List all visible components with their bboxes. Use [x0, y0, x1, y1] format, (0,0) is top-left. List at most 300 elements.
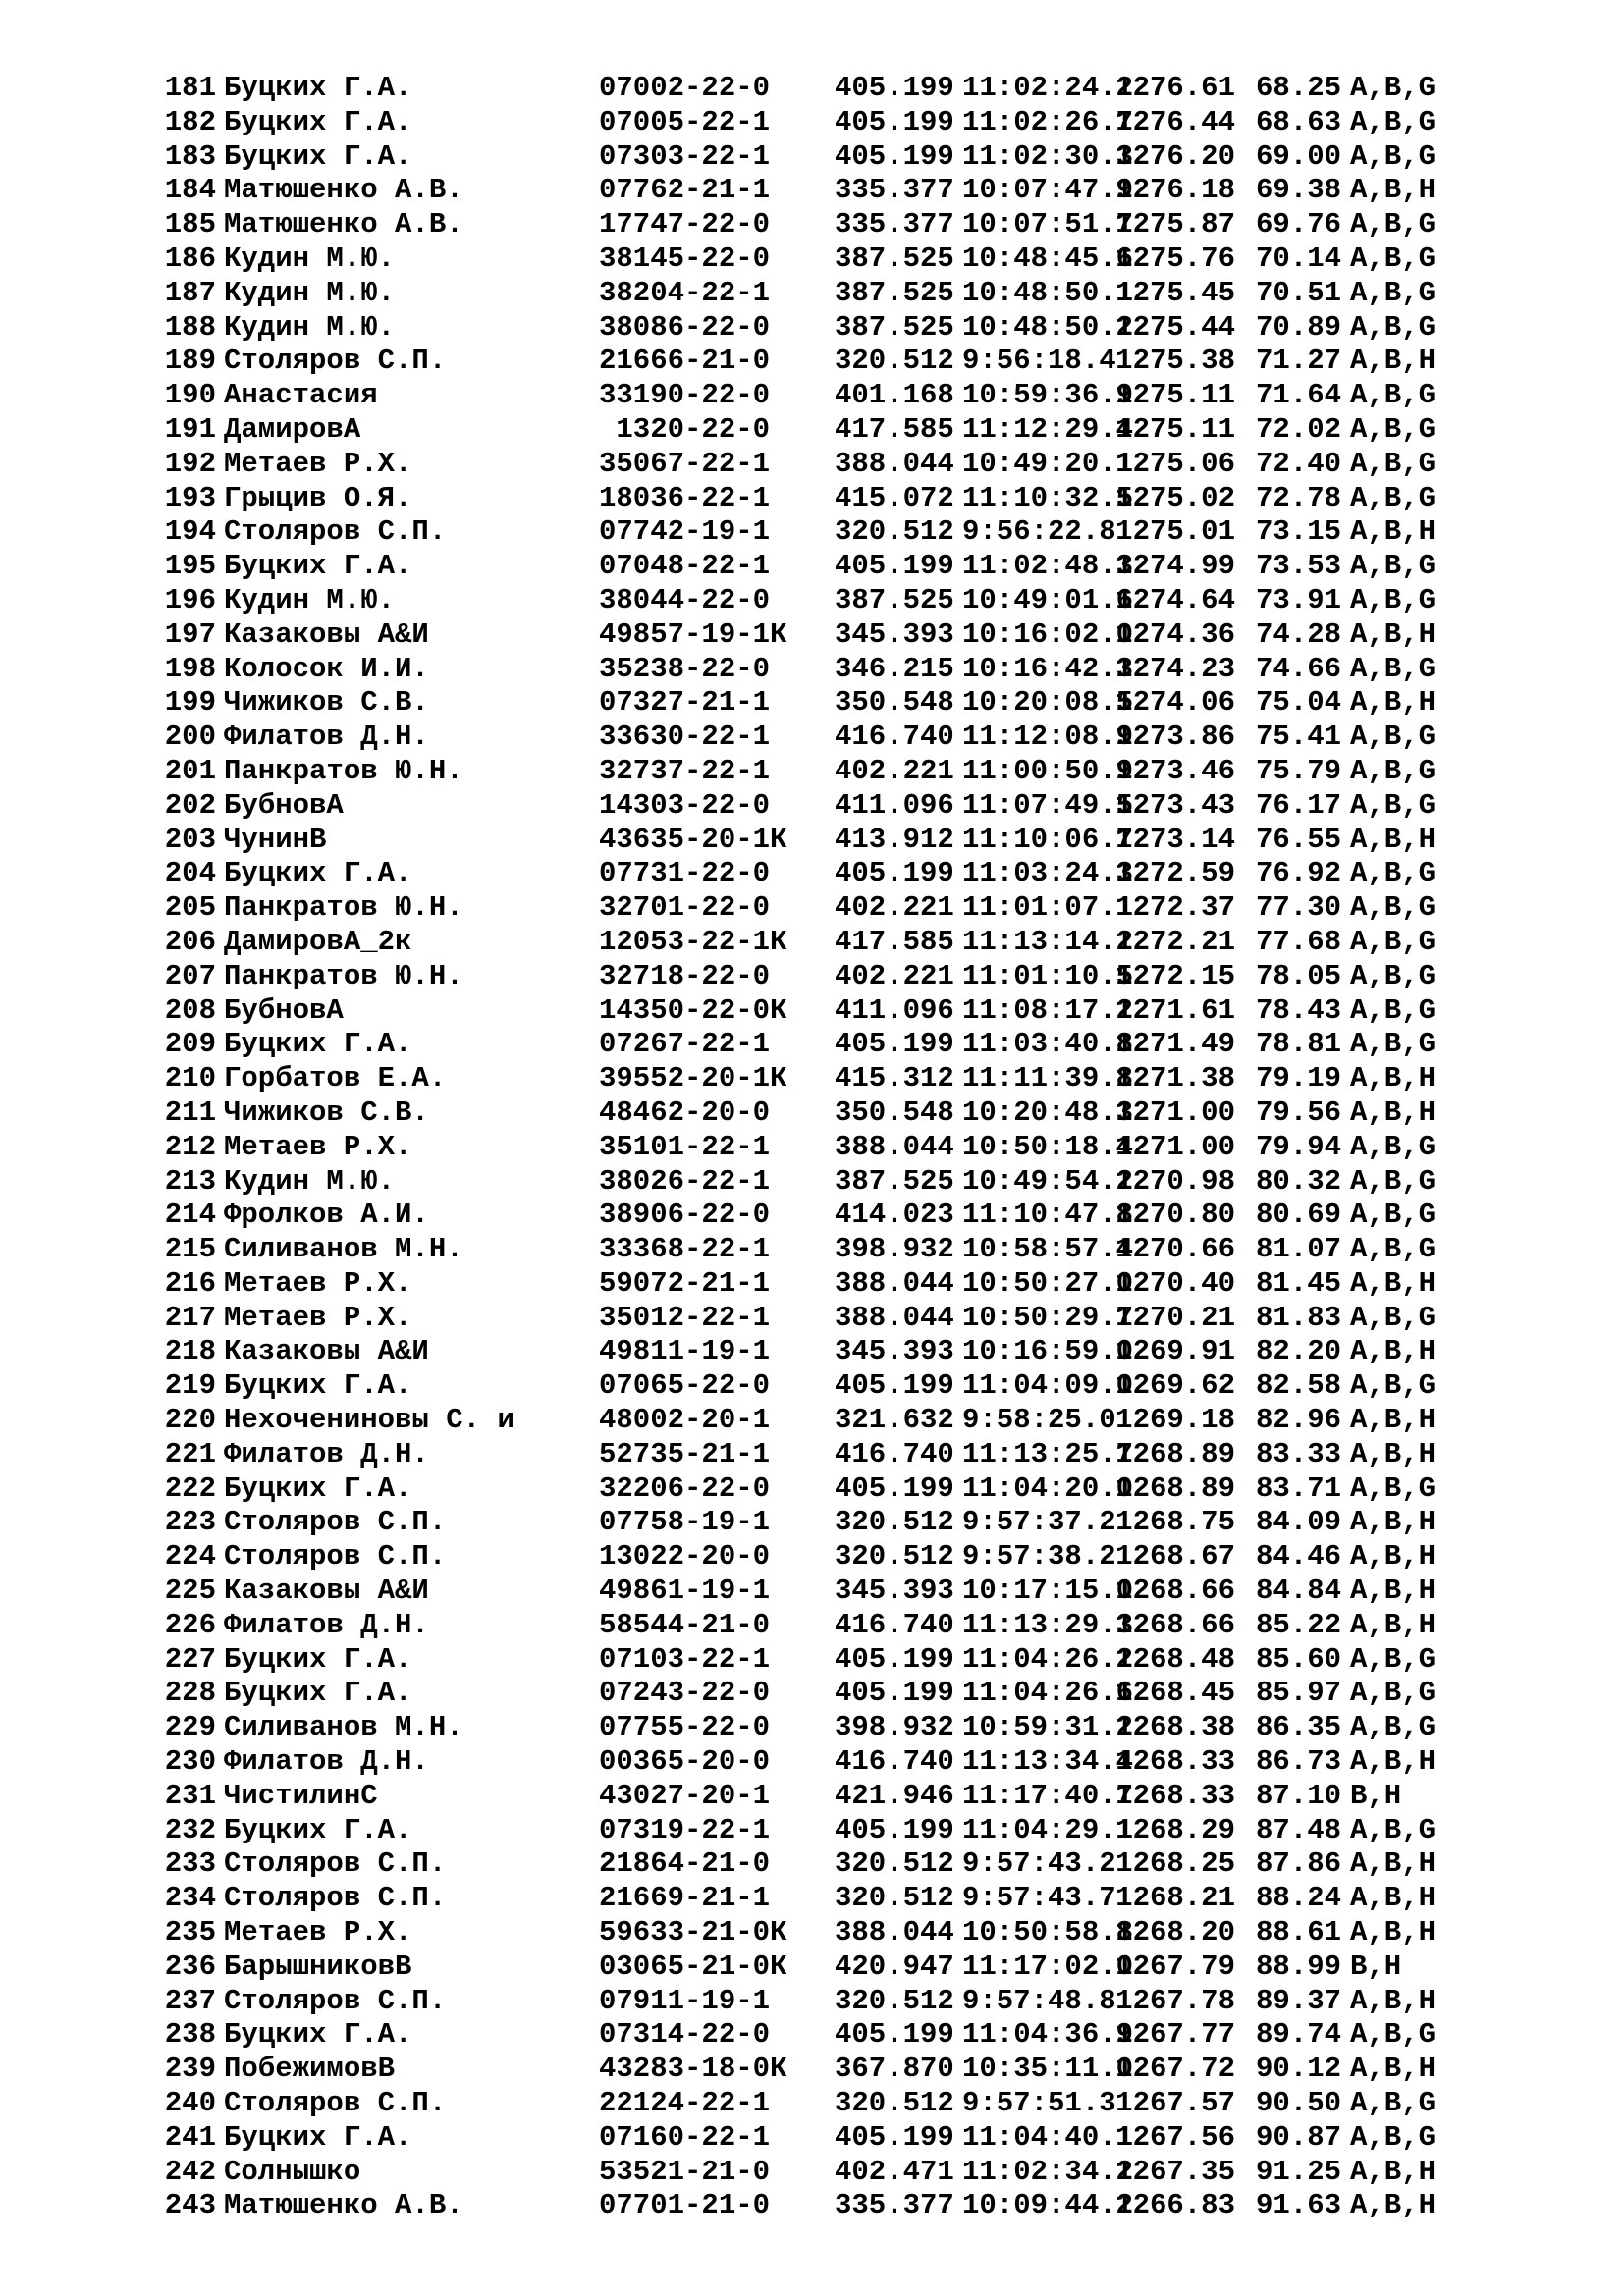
- category-flags: B,H: [1350, 1779, 1402, 1812]
- table-row: [145, 1609, 1538, 1643]
- speed: 1274.23: [1115, 652, 1235, 685]
- owner-name: Буцких Г.А.: [224, 1471, 412, 1505]
- distance: 388.044: [835, 1266, 954, 1300]
- coefficient: 80.32: [1255, 1164, 1341, 1198]
- coefficient: 89.74: [1255, 2018, 1341, 2052]
- place-number: 187: [164, 276, 216, 309]
- distance: 387.525: [835, 310, 954, 344]
- ring-number: 14350-22-0К: [599, 993, 787, 1027]
- place-number: 186: [164, 241, 216, 275]
- place-number: 200: [164, 721, 216, 754]
- category-flags: A,B,H: [1350, 1575, 1436, 1608]
- owner-name: Казаковы А&И: [224, 1575, 429, 1608]
- table-row: [145, 515, 1538, 550]
- distance: 346.215: [835, 652, 954, 685]
- table-row: [145, 1506, 1538, 1540]
- place-number: 234: [164, 1882, 216, 1915]
- distance: 321.632: [835, 1404, 954, 1437]
- place-number: 198: [164, 652, 216, 685]
- owner-name: Солнышко: [224, 2155, 361, 2188]
- coefficient: 79.94: [1255, 1130, 1341, 1163]
- speed: 1267.78: [1115, 1984, 1235, 2017]
- ring-number: 35238-22-0: [599, 652, 771, 685]
- ring-number: 07762-21-1: [599, 174, 771, 207]
- coefficient: 77.68: [1255, 925, 1341, 958]
- owner-name: Буцких Г.А.: [224, 2018, 412, 2052]
- place-number: 225: [164, 1575, 216, 1608]
- table-row: [145, 2156, 1538, 2190]
- distance: 415.312: [835, 1062, 954, 1095]
- speed: 1271.38: [1115, 1062, 1235, 1095]
- owner-name: Чижиков С.В.: [224, 1095, 429, 1129]
- arrival-time: 10:59:36.9: [962, 379, 1134, 412]
- place-number: 202: [164, 788, 216, 822]
- distance: 401.168: [835, 379, 954, 412]
- owner-name: Чижиков С.В.: [224, 686, 429, 720]
- category-flags: A,B,G: [1350, 993, 1436, 1027]
- place-number: 191: [164, 412, 216, 446]
- speed: 1268.66: [1115, 1608, 1235, 1641]
- speed: 1275.11: [1115, 379, 1235, 412]
- coefficient: 74.66: [1255, 652, 1341, 685]
- ring-number: 21666-21-0: [599, 345, 771, 378]
- table-row: [145, 1847, 1538, 1882]
- speed: 1268.33: [1115, 1779, 1235, 1812]
- distance: 417.585: [835, 925, 954, 958]
- speed: 1273.46: [1115, 754, 1235, 787]
- speed: 1268.45: [1115, 1677, 1235, 1710]
- coefficient: 78.81: [1255, 1028, 1341, 1061]
- speed: 1268.89: [1115, 1471, 1235, 1505]
- category-flags: A,B,G: [1350, 1813, 1436, 1846]
- speed: 1275.45: [1115, 276, 1235, 309]
- table-row: [145, 1745, 1538, 1780]
- category-flags: B,H: [1350, 1949, 1402, 1983]
- distance: 345.393: [835, 617, 954, 651]
- owner-name: Кудин М.Ю.: [224, 241, 396, 275]
- distance: 405.199: [835, 1028, 954, 1061]
- speed: 1268.67: [1115, 1540, 1235, 1574]
- ring-number: 33630-22-1: [599, 721, 771, 754]
- speed: 1272.37: [1115, 891, 1235, 925]
- ring-number: 07160-22-1: [599, 2120, 771, 2154]
- arrival-time: 10:20:08.5: [962, 686, 1134, 720]
- distance: 405.199: [835, 1369, 954, 1403]
- owner-name: Матюшенко А.В.: [224, 208, 463, 241]
- category-flags: A,B,G: [1350, 72, 1436, 104]
- arrival-time: 10:09:44.2: [962, 2189, 1134, 2222]
- distance: 320.512: [835, 1882, 954, 1915]
- arrival-time: 11:02:26.7: [962, 105, 1134, 138]
- table-row: [145, 686, 1538, 721]
- distance: 421.946: [835, 1779, 954, 1812]
- arrival-time: 11:17:02.0: [962, 1949, 1134, 1983]
- distance: 398.932: [835, 1711, 954, 1744]
- speed: 1268.89: [1115, 1437, 1235, 1470]
- distance: 405.199: [835, 857, 954, 890]
- arrival-time: 9:58:25.0: [962, 1404, 1116, 1437]
- place-number: 236: [164, 1949, 216, 1983]
- table-row: [145, 413, 1538, 448]
- owner-name: Филатов Д.Н.: [224, 1745, 429, 1779]
- category-flags: A,B,G: [1350, 412, 1436, 446]
- place-number: 188: [164, 310, 216, 344]
- category-flags: A,B,G: [1350, 1642, 1436, 1676]
- place-number: 185: [164, 208, 216, 241]
- speed: 1271.00: [1115, 1095, 1235, 1129]
- speed: 1272.59: [1115, 857, 1235, 890]
- owner-name: Столяров С.П.: [224, 1984, 447, 2017]
- arrival-time: 10:16:02.0: [962, 617, 1134, 651]
- ring-number: 43635-20-1К: [599, 823, 787, 856]
- distance: 402.221: [835, 959, 954, 992]
- coefficient: 73.15: [1255, 515, 1341, 549]
- arrival-time: 10:50:18.4: [962, 1130, 1134, 1163]
- ring-number: 43027-20-1: [599, 1779, 771, 1812]
- coefficient: 90.12: [1255, 2053, 1341, 2086]
- owner-name: Панкратов Ю.Н.: [224, 754, 463, 787]
- distance: 405.199: [835, 2018, 954, 2052]
- table-row: [145, 208, 1538, 242]
- place-number: 238: [164, 2018, 216, 2052]
- category-flags: A,B,G: [1350, 1028, 1436, 1061]
- ring-number: 07911-19-1: [599, 1984, 771, 2017]
- coefficient: 78.43: [1255, 993, 1341, 1027]
- place-number: 196: [164, 583, 216, 616]
- speed: 1268.33: [1115, 1745, 1235, 1779]
- owner-name: Казаковы А&И: [224, 617, 429, 651]
- category-flags: A,B,G: [1350, 379, 1436, 412]
- owner-name: Силиванов М.Н.: [224, 1711, 463, 1744]
- distance: 320.512: [835, 345, 954, 378]
- owner-name: Горбатов Е.А.: [224, 1062, 447, 1095]
- place-number: 241: [164, 2120, 216, 2154]
- owner-name: Буцких Г.А.: [224, 1677, 412, 1710]
- owner-name: БубновА: [224, 788, 344, 822]
- arrival-time: 11:13:29.3: [962, 1608, 1134, 1641]
- table-row: [145, 1233, 1538, 1267]
- arrival-time: 11:07:49.5: [962, 788, 1134, 822]
- place-number: 216: [164, 1266, 216, 1300]
- speed: 1272.15: [1115, 959, 1235, 992]
- coefficient: 69.76: [1255, 208, 1341, 241]
- speed: 1275.01: [1115, 515, 1235, 549]
- arrival-time: 11:02:48.3: [962, 550, 1134, 583]
- place-number: 181: [164, 72, 216, 104]
- category-flags: A,B,H: [1350, 1095, 1436, 1129]
- arrival-time: 11:04:26.6: [962, 1677, 1134, 1710]
- speed: 1267.77: [1115, 2018, 1235, 2052]
- table-row: [145, 1302, 1538, 1336]
- speed: 1267.72: [1115, 2053, 1235, 2086]
- owner-name: ДамировА_2к: [224, 925, 412, 958]
- ring-number: 43283-18-0К: [599, 2053, 787, 2086]
- owner-name: ПобежимовВ: [224, 2053, 396, 2086]
- ring-number: 58544-21-0: [599, 1608, 771, 1641]
- category-flags: A,B,G: [1350, 2018, 1436, 2052]
- table-row: [145, 72, 1538, 106]
- place-number: 195: [164, 550, 216, 583]
- owner-name: Матюшенко А.В.: [224, 2189, 463, 2222]
- arrival-time: 11:13:34.4: [962, 1745, 1134, 1779]
- table-row: [145, 277, 1538, 311]
- owner-name: Столяров С.П.: [224, 1882, 447, 1915]
- distance: 320.512: [835, 1847, 954, 1881]
- arrival-time: 10:48:50.1: [962, 276, 1134, 309]
- arrival-time: 11:01:07.1: [962, 891, 1134, 925]
- place-number: 189: [164, 345, 216, 378]
- place-number: 222: [164, 1471, 216, 1505]
- coefficient: 76.17: [1255, 788, 1341, 822]
- owner-name: Метаев Р.Х.: [224, 1916, 412, 1949]
- category-flags: A,B,H: [1350, 1984, 1436, 2017]
- arrival-time: 9:56:18.4: [962, 345, 1116, 378]
- coefficient: 88.61: [1255, 1916, 1341, 1949]
- distance: 387.525: [835, 1164, 954, 1198]
- arrival-time: 11:00:50.9: [962, 754, 1134, 787]
- coefficient: 72.02: [1255, 412, 1341, 446]
- speed: 1270.21: [1115, 1301, 1235, 1334]
- owner-name: Столяров С.П.: [224, 345, 447, 378]
- category-flags: A,B,G: [1350, 1711, 1436, 1744]
- arrival-time: 11:03:40.8: [962, 1028, 1134, 1061]
- owner-name: Буцких Г.А.: [224, 72, 412, 104]
- distance: 416.740: [835, 1437, 954, 1470]
- arrival-time: 11:11:39.8: [962, 1062, 1134, 1095]
- speed: 1266.83: [1115, 2189, 1235, 2222]
- speed: 1267.57: [1115, 2087, 1235, 2120]
- distance: 320.512: [835, 515, 954, 549]
- ring-number: 07701-21-0: [599, 2189, 771, 2222]
- place-number: 214: [164, 1199, 216, 1232]
- distance: 320.512: [835, 1984, 954, 2017]
- place-number: 228: [164, 1677, 216, 1710]
- arrival-time: 10:20:48.3: [962, 1095, 1134, 1129]
- coefficient: 87.86: [1255, 1847, 1341, 1881]
- ring-number: 32701-22-0: [599, 891, 771, 925]
- place-number: 194: [164, 515, 216, 549]
- coefficient: 72.40: [1255, 447, 1341, 480]
- ring-number: 49811-19-1: [599, 1335, 771, 1368]
- distance: 388.044: [835, 447, 954, 480]
- owner-name: Буцких Г.А.: [224, 1369, 412, 1403]
- place-number: 223: [164, 1506, 216, 1539]
- coefficient: 84.09: [1255, 1506, 1341, 1539]
- coefficient: 87.48: [1255, 1813, 1341, 1846]
- owner-name: Столяров С.П.: [224, 2087, 447, 2120]
- speed: 1269.18: [1115, 1404, 1235, 1437]
- coefficient: 75.41: [1255, 721, 1341, 754]
- ring-number: 07758-19-1: [599, 1506, 771, 1539]
- place-number: 197: [164, 617, 216, 651]
- table-row: [145, 1780, 1538, 1814]
- speed: 1267.56: [1115, 2120, 1235, 2154]
- ring-number: 18036-22-1: [599, 481, 771, 514]
- ring-number: 38204-22-1: [599, 276, 771, 309]
- ring-number: 03065-21-0К: [599, 1949, 787, 1983]
- ring-number: 49857-19-1К: [599, 617, 787, 651]
- distance: 402.221: [835, 891, 954, 925]
- arrival-time: 11:04:29.1: [962, 1813, 1134, 1846]
- ring-number: 07327-21-1: [599, 686, 771, 720]
- speed: 1275.44: [1115, 310, 1235, 344]
- arrival-time: 10:07:51.7: [962, 208, 1134, 241]
- ring-number: 38026-22-1: [599, 1164, 771, 1198]
- owner-name: Буцких Г.А.: [224, 1813, 412, 1846]
- category-flags: A,B,G: [1350, 2120, 1436, 2154]
- category-flags: A,B,H: [1350, 174, 1436, 207]
- ring-number: 38044-22-0: [599, 583, 771, 616]
- category-flags: A,B,H: [1350, 823, 1436, 856]
- speed: 1273.43: [1115, 788, 1235, 822]
- coefficient: 79.19: [1255, 1062, 1341, 1095]
- category-flags: A,B,G: [1350, 1164, 1436, 1198]
- arrival-time: 11:04:20.0: [962, 1471, 1134, 1505]
- coefficient: 84.46: [1255, 1540, 1341, 1574]
- category-flags: A,B,H: [1350, 345, 1436, 378]
- speed: 1273.86: [1115, 721, 1235, 754]
- arrival-time: 9:56:22.8: [962, 515, 1116, 549]
- arrival-time: 11:08:17.2: [962, 993, 1134, 1027]
- speed: 1268.29: [1115, 1813, 1235, 1846]
- place-number: 226: [164, 1608, 216, 1641]
- table-row: [145, 789, 1538, 824]
- ring-number: 33190-22-0: [599, 379, 771, 412]
- ring-number: 07731-22-0: [599, 857, 771, 890]
- arrival-time: 11:02:24.2: [962, 72, 1134, 104]
- place-number: 201: [164, 754, 216, 787]
- category-flags: A,B,G: [1350, 788, 1436, 822]
- table-row: [145, 1540, 1538, 1575]
- owner-name: Буцких Г.А.: [224, 139, 412, 173]
- distance: 387.525: [835, 583, 954, 616]
- owner-name: Столяров С.П.: [224, 515, 447, 549]
- place-number: 205: [164, 891, 216, 925]
- place-number: 232: [164, 1813, 216, 1846]
- owner-name: ЧистилинС: [224, 1779, 378, 1812]
- place-number: 207: [164, 959, 216, 992]
- ring-number: 13022-20-0: [599, 1540, 771, 1574]
- arrival-time: 10:16:42.3: [962, 652, 1134, 685]
- ring-number: 07314-22-0: [599, 2018, 771, 2052]
- distance: 417.585: [835, 412, 954, 446]
- category-flags: A,B,G: [1350, 481, 1436, 514]
- arrival-time: 9:57:37.2: [962, 1506, 1116, 1539]
- owner-name: Панкратов Ю.Н.: [224, 959, 463, 992]
- distance: 345.393: [835, 1335, 954, 1368]
- category-flags: A,B,H: [1350, 617, 1436, 651]
- category-flags: A,B,H: [1350, 1437, 1436, 1470]
- distance: 398.932: [835, 1233, 954, 1266]
- arrival-time: 10:48:45.6: [962, 241, 1134, 275]
- table-row: [145, 2087, 1538, 2121]
- category-flags: A,B,G: [1350, 754, 1436, 787]
- speed: 1270.98: [1115, 1164, 1235, 1198]
- coefficient: 68.25: [1255, 72, 1341, 104]
- category-flags: A,B,G: [1350, 652, 1436, 685]
- table-row: [145, 1950, 1538, 1985]
- distance: 420.947: [835, 1949, 954, 1983]
- category-flags: A,B,G: [1350, 1199, 1436, 1232]
- place-number: 227: [164, 1642, 216, 1676]
- coefficient: 76.55: [1255, 823, 1341, 856]
- category-flags: A,B,H: [1350, 1916, 1436, 1949]
- distance: 405.199: [835, 139, 954, 173]
- ring-number: 38086-22-0: [599, 310, 771, 344]
- table-row: [145, 2121, 1538, 2156]
- speed: 1276.18: [1115, 174, 1235, 207]
- table-row: [145, 242, 1538, 277]
- category-flags: A,B,G: [1350, 1301, 1436, 1334]
- owner-name: Грыцив О.Я.: [224, 481, 412, 514]
- ring-number: 38906-22-0: [599, 1199, 771, 1232]
- category-flags: A,B,G: [1350, 583, 1436, 616]
- category-flags: A,B,H: [1350, 1062, 1436, 1095]
- owner-name: Филатов Д.Н.: [224, 721, 429, 754]
- place-number: 182: [164, 105, 216, 138]
- distance: 320.512: [835, 1540, 954, 1574]
- coefficient: 71.27: [1255, 345, 1341, 378]
- coefficient: 78.05: [1255, 959, 1341, 992]
- table-row: [145, 379, 1538, 413]
- arrival-time: 10:59:31.2: [962, 1711, 1134, 1744]
- table-row: [145, 1131, 1538, 1165]
- distance: 414.023: [835, 1199, 954, 1232]
- owner-name: Столяров С.П.: [224, 1540, 447, 1574]
- speed: 1268.38: [1115, 1711, 1235, 1744]
- coefficient: 86.73: [1255, 1745, 1341, 1779]
- ring-number: 35067-22-1: [599, 447, 771, 480]
- coefficient: 79.56: [1255, 1095, 1341, 1129]
- coefficient: 72.78: [1255, 481, 1341, 514]
- owner-name: Буцких Г.А.: [224, 2120, 412, 2154]
- arrival-time: 9:57:51.3: [962, 2087, 1116, 2120]
- speed: 1274.64: [1115, 583, 1235, 616]
- owner-name: Буцких Г.А.: [224, 857, 412, 890]
- place-number: 206: [164, 925, 216, 958]
- ring-number: 1320-22-0: [599, 412, 771, 446]
- category-flags: A,B,G: [1350, 1233, 1436, 1266]
- table-row: [145, 140, 1538, 175]
- distance: 405.199: [835, 1813, 954, 1846]
- category-flags: A,B,H: [1350, 686, 1436, 720]
- category-flags: A,B,H: [1350, 1847, 1436, 1881]
- place-number: 243: [164, 2189, 216, 2222]
- arrival-time: 10:58:57.4: [962, 1233, 1134, 1266]
- table-row: [145, 926, 1538, 960]
- coefficient: 82.96: [1255, 1404, 1341, 1437]
- ring-number: 14303-22-0: [599, 788, 771, 822]
- category-flags: A,B,G: [1350, 1369, 1436, 1403]
- arrival-time: 9:57:43.7: [962, 1882, 1116, 1915]
- category-flags: A,B,G: [1350, 925, 1436, 958]
- place-number: 231: [164, 1779, 216, 1812]
- speed: 1268.25: [1115, 1847, 1235, 1881]
- table-row: [145, 1199, 1538, 1233]
- arrival-time: 11:10:32.5: [962, 481, 1134, 514]
- table-row: [145, 755, 1538, 789]
- table-row: [145, 824, 1538, 858]
- speed: 1276.44: [1115, 105, 1235, 138]
- arrival-time: 11:12:29.4: [962, 412, 1134, 446]
- table-row: [145, 653, 1538, 687]
- ring-number: 32206-22-0: [599, 1471, 771, 1505]
- speed: 1274.36: [1115, 617, 1235, 651]
- coefficient: 88.99: [1255, 1949, 1341, 1983]
- category-flags: A,B,H: [1350, 1608, 1436, 1641]
- arrival-time: 10:07:47.9: [962, 174, 1134, 207]
- owner-name: Метаев Р.Х.: [224, 1301, 412, 1334]
